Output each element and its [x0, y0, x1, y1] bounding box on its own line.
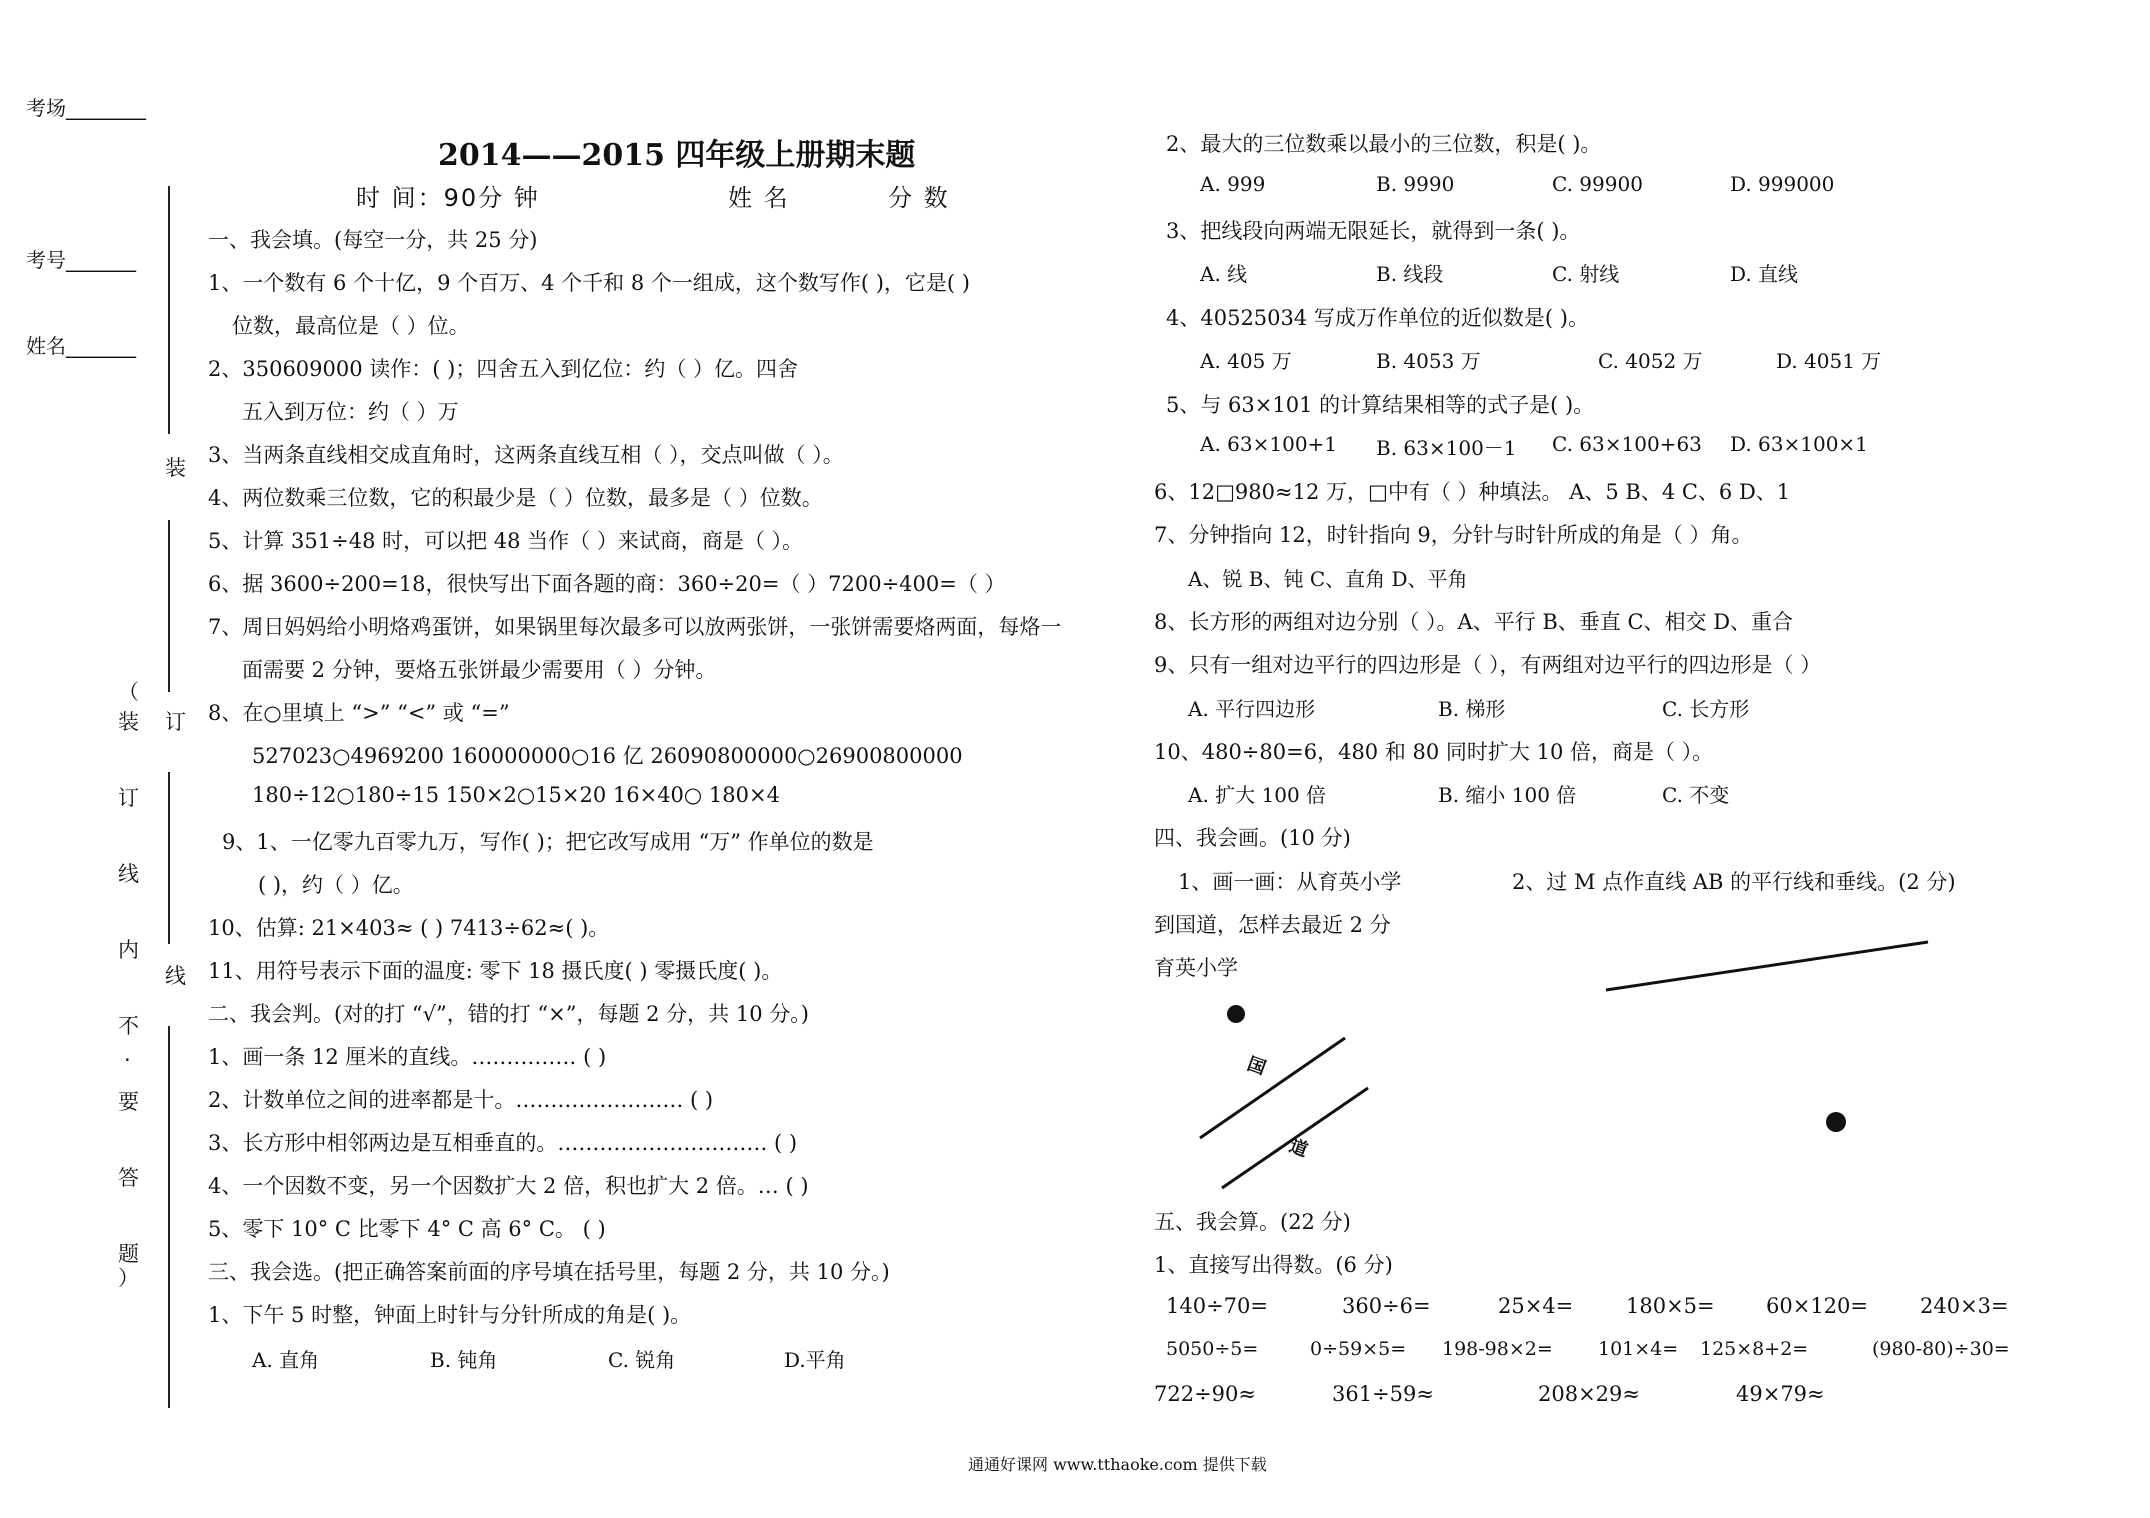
question-line: ( )，约（ ）亿。: [258, 873, 414, 897]
binding-char-xian: 线: [165, 964, 186, 988]
choice-options: A、锐 B、钝 C、直角 D、平角: [1188, 567, 1468, 591]
question-line: 位数，最高位是（ ）位。: [232, 314, 470, 338]
judge-item: 1、画一条 12 厘米的直线。…………… ( ): [208, 1045, 607, 1069]
calc-item: 360÷6=: [1342, 1294, 1431, 1318]
calc-item: (980-80)÷30=: [1872, 1338, 2010, 1360]
choice-option: C. 射线: [1552, 262, 1620, 286]
calc-item: 25×4=: [1498, 1294, 1574, 1318]
name-label: 姓 名: [728, 184, 790, 212]
choice-option: B. 梯形: [1438, 697, 1506, 721]
choice-option: C. 长方形: [1662, 697, 1750, 721]
drawing-question-1: 1、画一画：从育英小学: [1178, 870, 1402, 894]
question-line: 4、40525034 写成万作单位的近似数是( )。: [1166, 306, 1589, 330]
calc-item: 0÷59×5=: [1310, 1338, 1407, 1360]
question-line: 7、分钟指向 12，时针指向 9，分针与时针所成的角是（ ）角。: [1154, 523, 1753, 547]
footer-source: 通通好课网 www.tthaoke.com 提供下载: [968, 1455, 1267, 1474]
calc-item: 49×79≈: [1736, 1382, 1825, 1406]
judge-item: 4、一个因数不变，另一个因数扩大 2 倍，积也扩大 2 倍。… ( ): [208, 1174, 809, 1198]
section-1-heading: 一、我会填。(每空一分，共 25 分): [208, 228, 538, 252]
line-ab: [1606, 942, 1928, 990]
calc-item: 101×4=: [1598, 1338, 1679, 1360]
question-line: 2、最大的三位数乘以最小的三位数，积是( )。: [1166, 132, 1602, 156]
choice-option: B. 缩小 100 倍: [1438, 783, 1577, 807]
question-line: 6、12□980≈12 万，□中有（ ）种填法。 A、5 B、4 C、6 D、1: [1154, 480, 1791, 504]
question-line: 1、下午 5 时整，钟面上时针与分针所成的角是( )。: [208, 1303, 692, 1327]
question-line: 9、只有一组对边平行的四边形是（ ），有两组对边平行的四边形是（ ）: [1154, 653, 1822, 677]
choice-option: A. 405 万: [1200, 349, 1292, 373]
choice-option: D. 4051 万: [1776, 349, 1882, 373]
score-label: 分 数: [888, 184, 950, 212]
choice-option: A. 直角: [252, 1348, 320, 1372]
choice-option: D. 999000: [1730, 172, 1835, 196]
calc-item: 198-98×2=: [1442, 1338, 1553, 1360]
choice-option: A. 线: [1200, 262, 1248, 286]
calc-item: 722÷90≈: [1154, 1382, 1256, 1406]
choice-option: C. 锐角: [608, 1348, 676, 1372]
choice-option: B. 钝角: [430, 1348, 498, 1372]
question-line: 8、长方形的两组对边分别（ ）。A、平行 B、垂直 C、相交 D、重合: [1154, 610, 1794, 634]
calc-item: 240×3=: [1920, 1294, 2009, 1318]
binding-line-4: [168, 1026, 170, 1408]
calc-item: 5050÷5=: [1166, 1338, 1259, 1360]
drawing-figure: [1150, 920, 2050, 1210]
calc-item: 361÷59≈: [1332, 1382, 1434, 1406]
section-3-heading: 三、我会选。(把正确答案前面的序号填在括号里，每题 2 分，共 10 分。): [208, 1260, 890, 1284]
student-name-field: 姓名_______: [26, 334, 136, 358]
calc-item: 125×8+2=: [1700, 1338, 1809, 1360]
section-2-heading: 二、我会判。(对的打 “√”，错的打 “×”，每题 2 分，共 10 分。): [208, 1002, 809, 1026]
question-line: 1、一个数有 6 个十亿，9 个百万、4 个千和 8 个一组成，这个数写作( )，它是( ): [208, 271, 970, 295]
drawing-question-1-cont: 到国道，怎样去最近 2 分: [1154, 913, 1391, 937]
exam-title: 2014——2015 四年级上册期末题: [438, 138, 916, 173]
calc-subheading: 1、直接写出得数。(6 分): [1154, 1253, 1393, 1277]
school-label: 育英小学: [1154, 956, 1238, 980]
drawing-question-2: 2、过 M 点作直线 AB 的平行线和垂线。(2 分): [1512, 870, 1956, 894]
question-line: 7、周日妈妈给小明烙鸡蛋饼，如果锅里每次最多可以放两张饼，一张饼需要烙两面，每烙一: [208, 615, 1062, 639]
binding-line-1: [168, 186, 170, 434]
question-line: 10、480÷80=6，480 和 80 同时扩大 10 倍，商是（ ）。: [1154, 740, 1714, 764]
choice-option: B. 63×100－1: [1376, 436, 1517, 460]
choice-option: B. 4053 万: [1376, 349, 1481, 373]
section-5-heading: 五、我会算。(22 分): [1154, 1210, 1351, 1234]
question-line: 11、用符号表示下面的温度: 零下 18 摄氏度( ) 零摄氏度( )。: [208, 959, 783, 983]
exam-number-field: 考号_______: [26, 248, 136, 272]
question-line: 面需要 2 分钟，要烙五张饼最少需要用（ ）分钟。: [242, 658, 717, 682]
binding-char-ding: 订: [165, 710, 186, 734]
binding-line-3: [168, 772, 170, 944]
choice-option: A. 扩大 100 倍: [1188, 783, 1327, 807]
choice-option: C. 63×100+63: [1552, 432, 1702, 456]
choice-option: C. 99900: [1552, 172, 1643, 196]
choice-option: A. 平行四边形: [1188, 697, 1316, 721]
question-line: 9、1、一亿零九百零九万，写作( )；把它改写成用 “万” 作单位的数是: [222, 830, 874, 854]
judge-item: 5、零下 10° C 比零下 4° C 高 6° C。 ( ): [208, 1217, 606, 1241]
calc-item: 208×29≈: [1538, 1382, 1640, 1406]
choice-option: D. 直线: [1730, 262, 1799, 286]
question-line: 五入到万位：约（ ）万: [242, 400, 459, 424]
question-line: 4、两位数乘三位数，它的积最少是（ ）位数，最多是（ ）位数。: [208, 486, 823, 510]
time-label: 时 间：90分 钟: [356, 184, 540, 212]
question-line: 8、在○里填上 “>” “<” 或 “=”: [208, 701, 510, 725]
judge-item: 3、长方形中相邻两边是互相垂直的。………………………… ( ): [208, 1131, 798, 1155]
section-4-heading: 四、我会画。(10 分): [1154, 826, 1351, 850]
binding-char-zhuang: 装: [165, 456, 186, 480]
question-line: 6、据 3600÷200=18，很快写出下面各题的商：360÷20=（ ）7200÷400=（ ）: [208, 572, 1006, 596]
choice-option: C. 4052 万: [1598, 349, 1703, 373]
road-line-1: [1200, 1038, 1345, 1138]
choice-option: B. 线段: [1376, 262, 1444, 286]
calc-item: 140÷70=: [1166, 1294, 1268, 1318]
choice-option: D. 63×100×1: [1730, 432, 1868, 456]
road-label-dao: 道: [1286, 1135, 1311, 1162]
question-line: 3、当两条直线相交成直角时，这两条直线互相（ ），交点叫做（ ）。: [208, 443, 844, 467]
choice-option: A. 999: [1200, 172, 1266, 196]
judge-item: 2、计数单位之间的进率都是十。…………………… ( ): [208, 1088, 714, 1112]
calc-item: 180×5=: [1626, 1294, 1715, 1318]
question-line: 3、把线段向两端无限延长，就得到一条( )。: [1166, 219, 1581, 243]
compare-row: 180÷12○180÷15 150×2○15×20 16×40○ 180×4: [252, 783, 780, 807]
question-line: 2、350609000 读作：( )；四舍五入到亿位：约（ ）亿。四舍: [208, 357, 799, 381]
point-m: [1826, 1112, 1846, 1132]
school-point: [1227, 1005, 1245, 1023]
choice-option: D.平角: [784, 1348, 846, 1372]
choice-option: C. 不变: [1662, 783, 1730, 807]
road-label-guo: 国: [1244, 1053, 1269, 1080]
question-line: 5、与 63×101 的计算结果相等的式子是( )。: [1166, 393, 1595, 417]
question-line: 10、估算: 21×403≈ ( ) 7413÷62≈( )。: [208, 916, 610, 940]
choice-option: A. 63×100+1: [1200, 432, 1338, 456]
calc-item: 60×120=: [1766, 1294, 1868, 1318]
choice-option: B. 9990: [1376, 172, 1455, 196]
exam-room-field: 考场________: [26, 96, 146, 120]
question-line: 5、计算 351÷48 时，可以把 48 当作（ ）来试商，商是（ ）。: [208, 529, 804, 553]
binding-line-2: [168, 520, 170, 692]
compare-row: 527023○4969200 160000000○16 亿 26090800000○26900800000: [252, 744, 963, 768]
